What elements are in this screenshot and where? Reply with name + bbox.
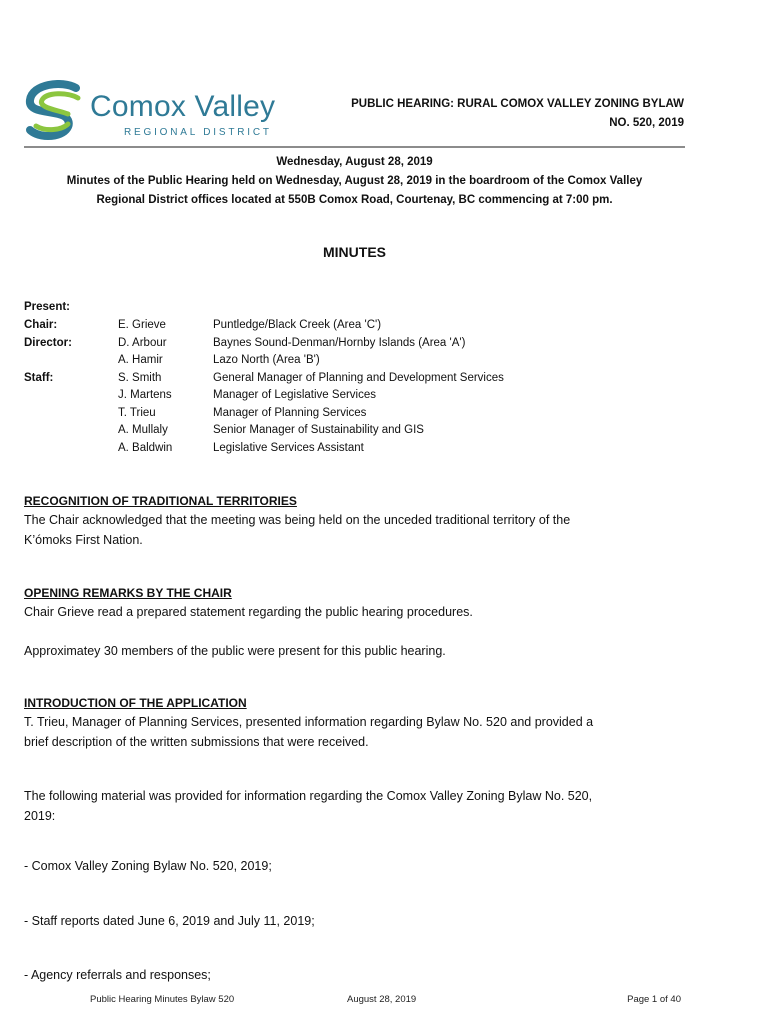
attendance-position: Legislative Services Assistant bbox=[213, 441, 364, 454]
footer-document-name: Public Hearing Minutes Bylaw 520 bbox=[90, 994, 235, 1005]
material-list-item: - Staff reports dated June 6, 2019 and July 11, 2019; bbox=[24, 914, 315, 928]
header-title-line-1: PUBLIC HEARING: RURAL COMOX VALLEY ZONING BYLAW bbox=[351, 98, 684, 110]
attendance-position: Senior Manager of Sustainability and GIS bbox=[213, 424, 424, 436]
material-list-item: - Agency referrals and responses; bbox=[24, 968, 211, 982]
material-text bbox=[24, 787, 674, 826]
logo-swirl-icon bbox=[24, 80, 86, 142]
opening-remarks-heading: OPENING REMARKS BY THE CHAIR bbox=[24, 586, 232, 600]
material-list-item: - Comox Valley Zoning Bylaw No. 520, 2019; bbox=[24, 859, 272, 873]
header-divider bbox=[24, 146, 685, 148]
attendance-position: Lazo North (Area 'B') bbox=[213, 354, 320, 366]
attendance-name: D. Arbour bbox=[118, 336, 167, 349]
document-header-title bbox=[351, 95, 684, 133]
intro-line-2: Regional District offices located at 550B Comox Road, Courtenay, BC commencing at 7:00 pm. bbox=[96, 194, 613, 206]
attendance-position: Manager of Legislative Services bbox=[213, 389, 376, 401]
footer-page-number: Page 1 of 40 bbox=[627, 994, 681, 1005]
logo-subtitle: REGIONAL DISTRICT bbox=[124, 127, 272, 138]
attendance-name: A. Baldwin bbox=[118, 441, 173, 454]
opening-remarks-text: Chair Grieve read a prepared statement regarding the public hearing procedures. bbox=[24, 605, 473, 619]
material-line-1: The following material was provided for information regarding the Comox Valley Zoning Bylaw No. 520, bbox=[24, 789, 593, 803]
attendance-name: E. Grieve bbox=[118, 319, 166, 331]
attendance-name: A. Hamir bbox=[118, 354, 163, 366]
minutes-title: MINUTES bbox=[323, 244, 386, 260]
attendance-name: J. Martens bbox=[118, 389, 172, 401]
recognition-line-2: K’ómoks First Nation. bbox=[24, 532, 143, 547]
attendance-role: Staff: bbox=[24, 371, 54, 384]
attendance-role: Director: bbox=[24, 336, 72, 349]
introduction-text bbox=[24, 713, 674, 752]
intro-line-1: Minutes of the Public Hearing held on Wednesday, August 28, 2019 in the boardroom of the Comox Valley bbox=[66, 175, 643, 187]
meeting-intro bbox=[24, 153, 685, 210]
footer-date: August 28, 2019 bbox=[347, 994, 417, 1005]
attendance-name: T. Trieu bbox=[118, 406, 156, 419]
meeting-date: Wednesday, August 28, 2019 bbox=[276, 156, 433, 168]
logo-name: Comox Valley bbox=[90, 90, 276, 123]
attendance-position: General Manager of Planning and Development Services bbox=[213, 371, 504, 384]
attendance-position: Baynes Sound-Denman/Hornby Islands (Area 'A') bbox=[213, 336, 466, 349]
attendance-name: A. Mullaly bbox=[118, 424, 168, 436]
introduction-heading: INTRODUCTION OF THE APPLICATION bbox=[24, 696, 247, 710]
attendance-count-text: Approximatey 30 members of the public were present for this public hearing. bbox=[24, 644, 446, 658]
recognition-heading: RECOGNITION OF TRADITIONAL TERRITORIES bbox=[24, 494, 297, 508]
attendance-position: Puntledge/Black Creek (Area 'C') bbox=[213, 319, 382, 331]
attendance-position: Manager of Planning Services bbox=[213, 406, 367, 419]
recognition-line-1: The Chair acknowledged that the meeting was being held on the unceded traditional territory of the bbox=[24, 513, 571, 527]
attendance-name: S. Smith bbox=[118, 371, 162, 384]
comox-valley-logo bbox=[24, 80, 284, 142]
present-label: Present: bbox=[24, 301, 71, 313]
recognition-text bbox=[24, 511, 674, 550]
header-title-line-2: NO. 520, 2019 bbox=[609, 117, 684, 129]
attendance-role: Chair: bbox=[24, 319, 58, 331]
introduction-line-2: brief description of the written submissions that were received. bbox=[24, 734, 369, 749]
introduction-line-1: T. Trieu, Manager of Planning Services, presented information regarding Bylaw No. 520 and provided a bbox=[24, 715, 594, 729]
material-line-2: 2019: bbox=[24, 808, 56, 823]
